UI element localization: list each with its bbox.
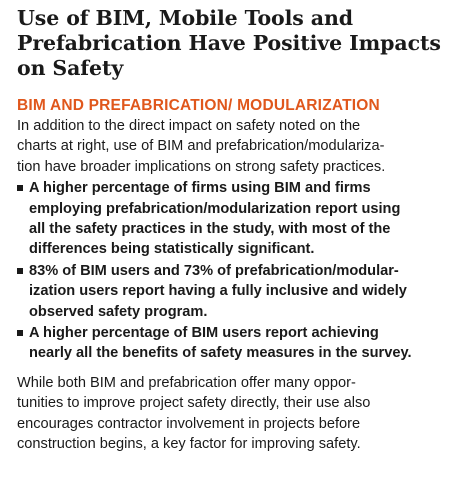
closing-paragraph	[17, 373, 459, 455]
title-line: Use of BIM, Mobile Tools and	[17, 6, 354, 30]
closing-line: encourages contractor involvement in projects before	[17, 415, 361, 432]
bullet-line: 83% of BIM users and 73% of prefabrication/modular-	[29, 262, 399, 279]
article	[17, 6, 459, 455]
bullet-line: employing prefabrication/modularization report using	[29, 200, 401, 217]
bullet-line: differences being statistically significant.	[29, 241, 315, 258]
bullet-line: nearly all the benefits of safety measures in the survey.	[29, 345, 412, 362]
intro-paragraph	[17, 116, 459, 177]
bullet-line: A higher percentage of firms using BIM and firms	[29, 180, 371, 197]
bullet-item	[17, 261, 459, 322]
bullet-item	[17, 323, 459, 364]
intro-line: tion have broader implications on strong safety practices.	[17, 158, 386, 175]
bullet-line: observed safety program.	[29, 303, 208, 320]
intro-line: charts at right, use of BIM and prefabrication/modulariza-	[17, 138, 385, 155]
bullet-list	[17, 178, 459, 364]
bullet-line: ization users report having a fully inclusive and widely	[29, 283, 407, 300]
square-bullet-icon	[17, 330, 23, 336]
closing-line: construction begins, a key factor for improving safety.	[17, 436, 361, 453]
square-bullet-icon	[17, 185, 23, 191]
section-heading: BIM AND PREFABRICATION/ MODULARIZATION	[17, 97, 380, 114]
closing-line: tunities to improve project safety directly, their use also	[17, 395, 371, 412]
article-title	[17, 6, 459, 81]
intro-line: In addition to the direct impact on safety noted on the	[17, 118, 361, 134]
bullet-line: all the safety practices in the study, with most of the	[29, 221, 391, 238]
title-line: Prefabrication Have Positive Impacts	[17, 31, 441, 55]
closing-line: While both BIM and prefabrication offer many oppor-	[17, 374, 356, 391]
title-line: on Safety	[17, 56, 124, 80]
bullet-line: A higher percentage of BIM users report achieving	[29, 325, 379, 342]
bullet-item	[17, 178, 459, 260]
square-bullet-icon	[17, 268, 23, 274]
